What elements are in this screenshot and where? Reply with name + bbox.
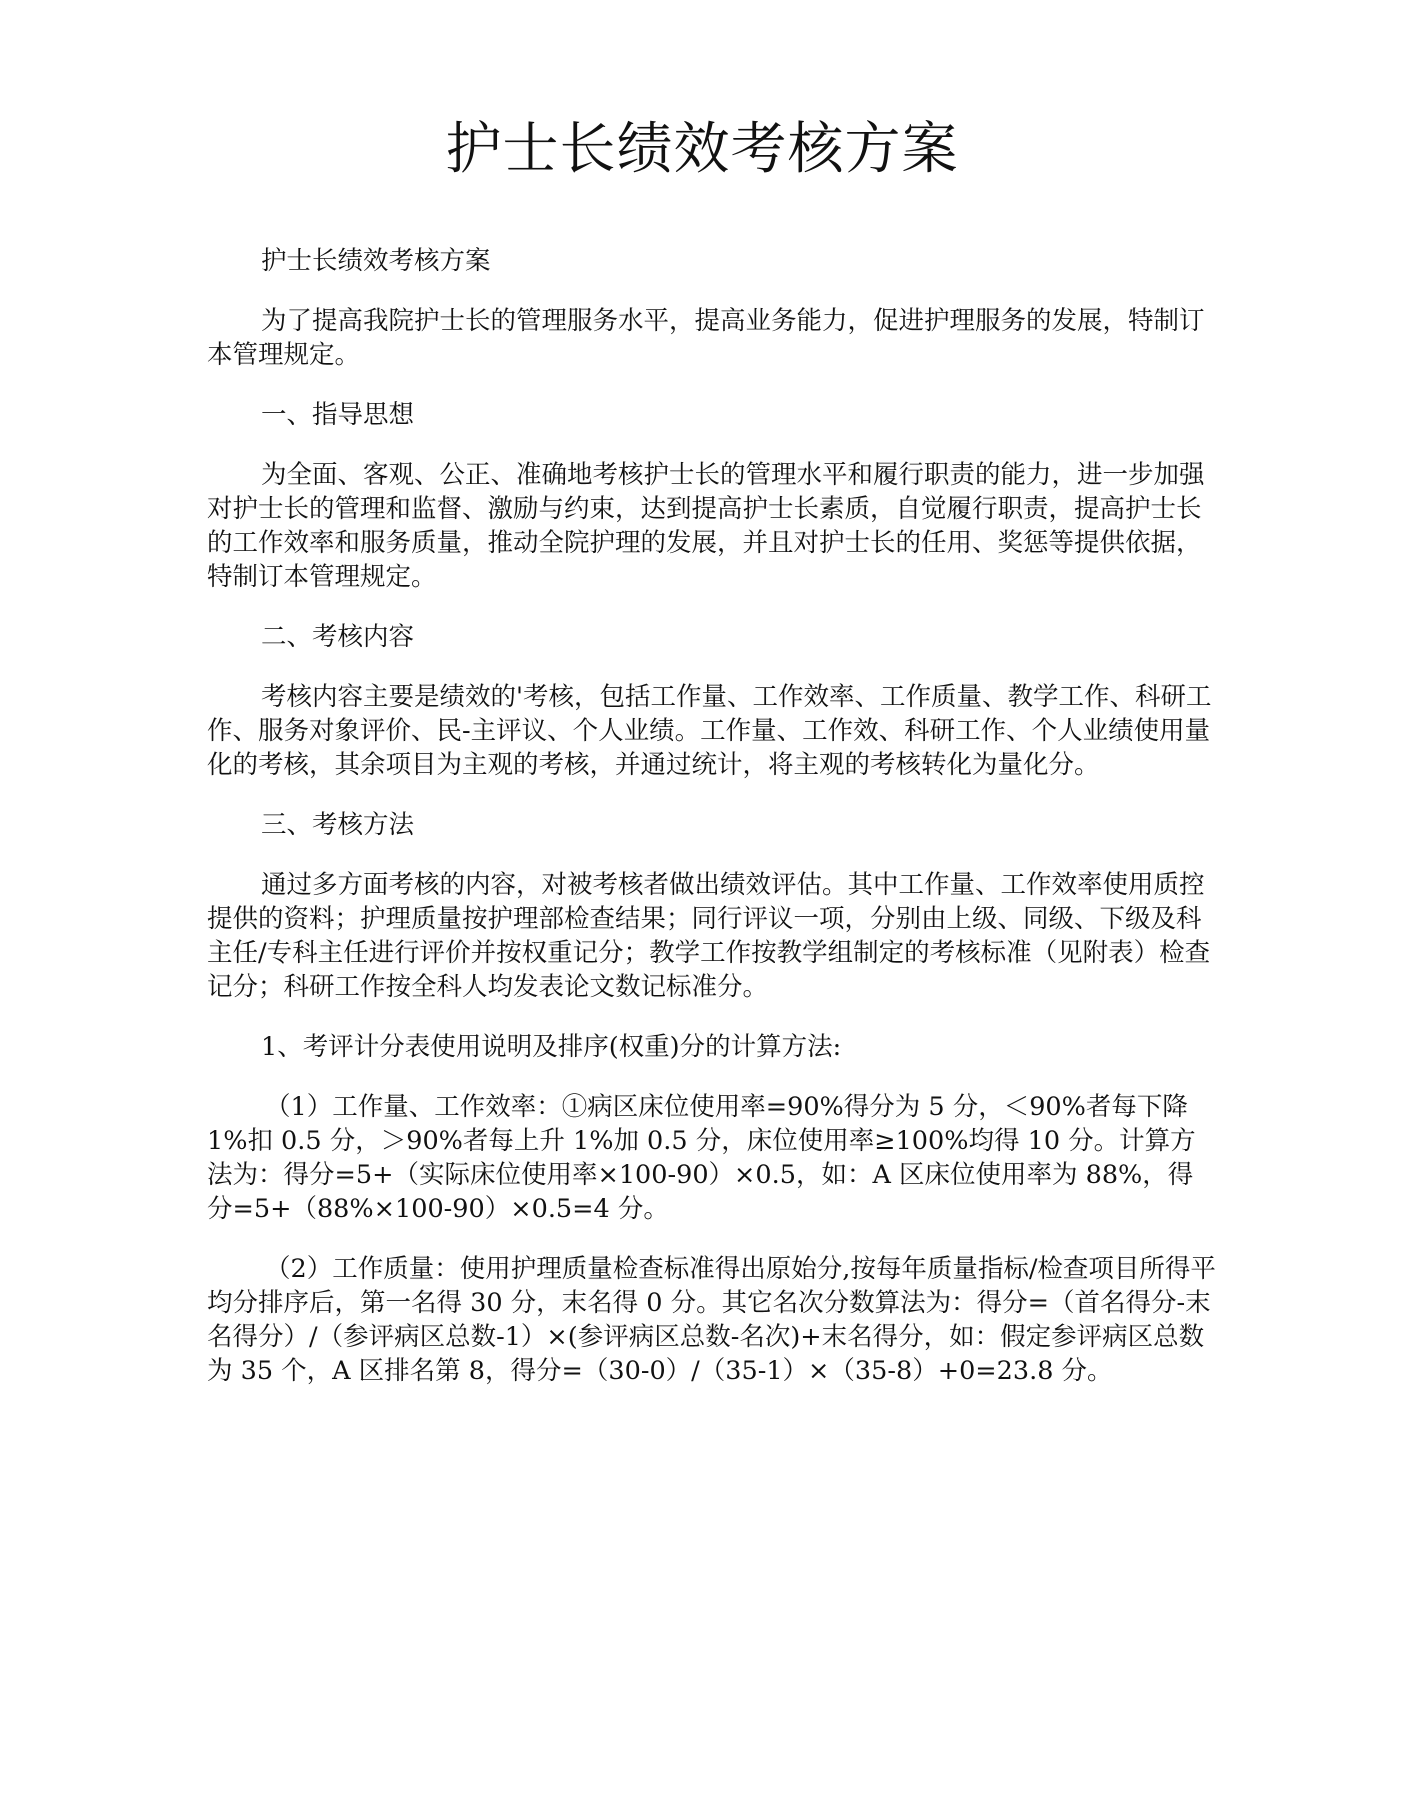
subtitle-paragraph: 护士长绩效考核方案 bbox=[261, 246, 491, 276]
assessment-method-paragraph: 通过多方面考核的内容，对被考核者做出绩效评估。其中工作量、工作效率使用质控提供的资料；护理质量按护理部检查结果；同行评议一项，分别由上级、同级、下级及科主任/专科主任进行评价并按权重记分；教学工作按教学组制定的考核标准（见附表）检查记分；科研工作按全科人均发表论文数记标准分。 bbox=[207, 870, 1211, 1002]
scoring-instructions-heading: 1、考评计分表使用说明及排序(权重)分的计算方法: bbox=[261, 1032, 842, 1062]
section-heading-assessment-content: 二、考核内容 bbox=[261, 622, 415, 652]
document-title: 护士长绩效考核方案 bbox=[445, 117, 959, 182]
section-heading-assessment-method: 三、考核方法 bbox=[261, 810, 415, 840]
section-heading-guiding-principle: 一、指导思想 bbox=[261, 400, 415, 430]
work-quality-paragraph: （2）工作质量：使用护理质量检查标准得出原始分,按每年质量指标/检查项目所得平均分排序后，第一名得 30 分，末名得 0 分。其它名次分数算法为：得分=（首名得分-末名得分）/（参评病区总数-1）×(参评病区总数-名次)+末名得分，如：假定参评病区总数为 35 个，A 区排名第 8，得分=（30-0）/（35-1）×（35-8）+0=23.8 分。 bbox=[207, 1254, 1216, 1386]
intro-paragraph: 为了提高我院护士长的管理服务水平，提高业务能力，促进护理服务的发展，特制订本管理规定。 bbox=[207, 306, 1205, 370]
guiding-principle-paragraph: 为全面、客观、公正、准确地考核护士长的管理水平和履行职责的能力，进一步加强对护士长的管理和监督、激励与约束，达到提高护士长素质，自觉履行职责，提高护士长的工作效率和服务质量，推动全院护理的发展，并且对护士长的任用、奖惩等提供依据，特制订本管理规定。 bbox=[207, 460, 1205, 592]
assessment-content-paragraph: 考核内容主要是绩效的'考核，包括工作量、工作效率、工作质量、教学工作、科研工作、服务对象评价、民-主评议、个人业绩。工作量、工作效、科研工作、个人业绩使用量化的考核，其余项目为主观的考核，并通过统计，将主观的考核转化为量化分。 bbox=[207, 682, 1212, 780]
workload-efficiency-paragraph: （1）工作量、工作效率：①病区床位使用率=90%得分为 5 分，＜90%者每下降 1%扣 0.5 分，＞90%者每上升 1%加 0.5 分，床位使用率≥100%均得 10 分。计算方法为：得分=5+（实际床位使用率×100-90）×0.5，如：A 区床位使用率为 88%，得分=5+（88%×100-90）×0.5=4 分。 bbox=[207, 1092, 1196, 1224]
document-body bbox=[207, 244, 1217, 1414]
